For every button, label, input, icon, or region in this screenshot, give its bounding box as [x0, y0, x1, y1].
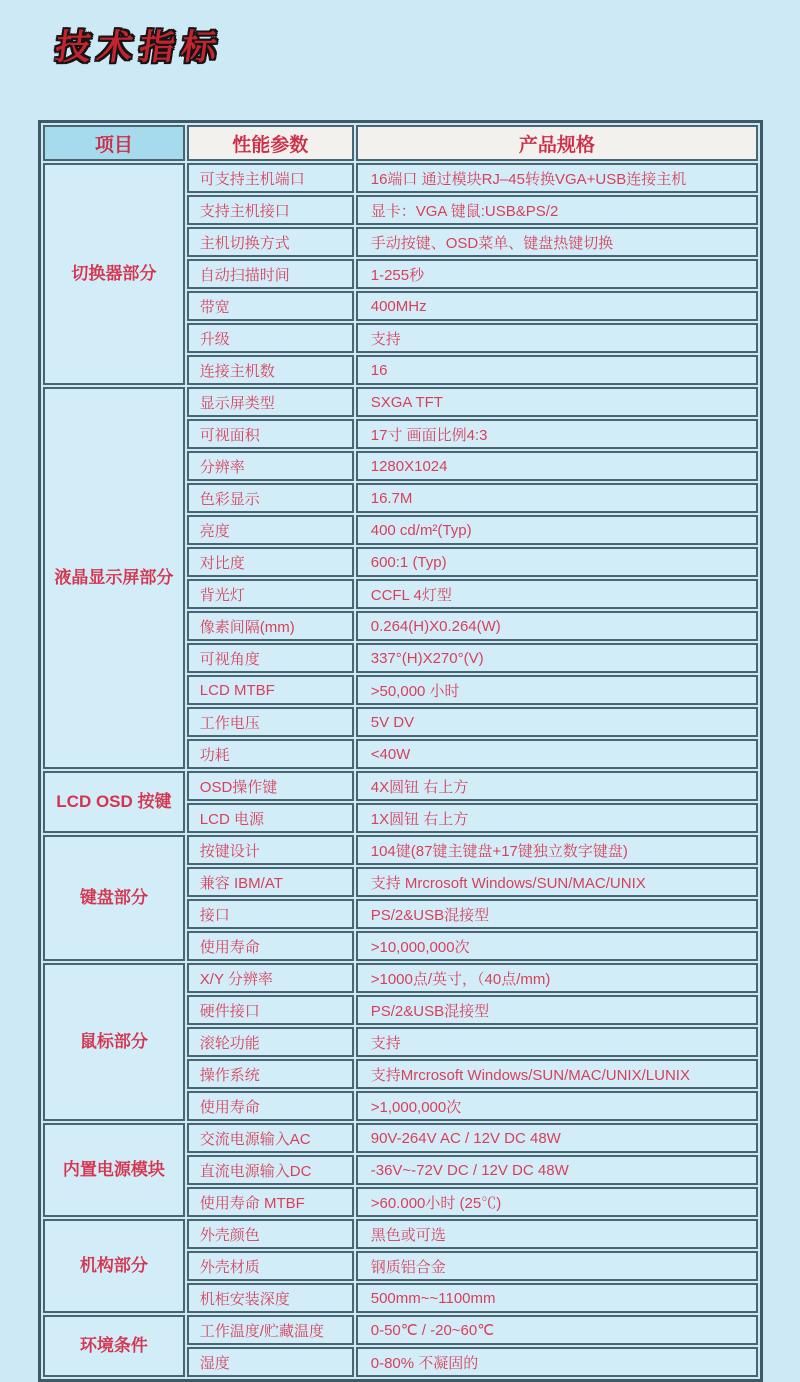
table-row: [43, 835, 758, 865]
param-cell: 兼容 IBM/AT: [187, 867, 354, 897]
param-cell: 自动扫描时间: [187, 259, 354, 289]
param-cell: 功耗: [187, 739, 354, 769]
spec-cell: 16: [356, 355, 758, 385]
section-label: 液晶显示屏部分: [43, 387, 185, 769]
table-row: [43, 771, 758, 801]
spec-cell: 5V DV: [356, 707, 758, 737]
spec-cell: 钢质铝合金: [356, 1251, 758, 1281]
spec-cell: 支持: [356, 1027, 758, 1057]
page-title: 技术指标: [52, 28, 227, 67]
param-cell: 使用寿命: [187, 1091, 354, 1121]
header-row: [43, 125, 758, 161]
param-cell: OSD操作键: [187, 771, 354, 801]
spec-table-wrap: [38, 120, 763, 1382]
table-row: [43, 1123, 758, 1153]
spec-cell: 1X圆钮 右上方: [356, 803, 758, 833]
spec-cell: 1-255秒: [356, 259, 758, 289]
spec-cell: 600:1 (Typ): [356, 547, 758, 577]
table-row: [43, 1315, 758, 1345]
section-label: 内置电源模块: [43, 1123, 185, 1217]
spec-cell: 0.264(H)X0.264(W): [356, 611, 758, 641]
param-cell: 连接主机数: [187, 355, 354, 385]
param-cell: 显示屏类型: [187, 387, 354, 417]
param-cell: 主机切换方式: [187, 227, 354, 257]
param-cell: 带宽: [187, 291, 354, 321]
table-row: [43, 1219, 758, 1249]
param-cell: 支持主机接口: [187, 195, 354, 225]
spec-cell: PS/2&USB混接型: [356, 899, 758, 929]
spec-cell: 支持Mrcrosoft Windows/SUN/MAC/UNIX/LUNIX: [356, 1059, 758, 1089]
param-cell: 直流电源输入DC: [187, 1155, 354, 1185]
spec-cell: 支持 Mrcrosoft Windows/SUN/MAC/UNIX: [356, 867, 758, 897]
param-cell: 外壳颜色: [187, 1219, 354, 1249]
spec-cell: 0-80% 不凝固的: [356, 1347, 758, 1377]
param-cell: 升级: [187, 323, 354, 353]
spec-cell: <40W: [356, 739, 758, 769]
param-cell: 硬件接口: [187, 995, 354, 1025]
column-header-item: 项目: [43, 125, 185, 161]
param-cell: 背光灯: [187, 579, 354, 609]
spec-cell: 500mm~~1100mm: [356, 1283, 758, 1313]
table-row: [43, 163, 758, 193]
spec-cell: 17寸 画面比例4:3: [356, 419, 758, 449]
spec-cell: 400 cd/m²(Typ): [356, 515, 758, 545]
spec-cell: -36V~-72V DC / 12V DC 48W: [356, 1155, 758, 1185]
spec-table-body: [43, 163, 758, 1377]
param-cell: 接口: [187, 899, 354, 929]
table-row: [43, 387, 758, 417]
spec-cell: 16端口 通过模块RJ–45转换VGA+USB连接主机: [356, 163, 758, 193]
param-cell: 使用寿命 MTBF: [187, 1187, 354, 1217]
spec-cell: 手动按键、OSD菜单、键盘热键切换: [356, 227, 758, 257]
spec-cell: >1,000,000次: [356, 1091, 758, 1121]
spec-cell: 400MHz: [356, 291, 758, 321]
spec-cell: 90V-264V AC / 12V DC 48W: [356, 1123, 758, 1153]
spec-cell: SXGA TFT: [356, 387, 758, 417]
param-cell: 机柜安装深度: [187, 1283, 354, 1313]
column-header-param: 性能参数: [187, 125, 354, 161]
param-cell: 对比度: [187, 547, 354, 577]
param-cell: 可视面积: [187, 419, 354, 449]
param-cell: 湿度: [187, 1347, 354, 1377]
param-cell: 工作温度/贮藏温度: [187, 1315, 354, 1345]
spec-table: [38, 120, 763, 1382]
spec-cell: 337°(H)X270°(V): [356, 643, 758, 673]
spec-cell: 16.7M: [356, 483, 758, 513]
section-label: 环境条件: [43, 1315, 185, 1377]
section-label: 鼠标部分: [43, 963, 185, 1121]
spec-cell: 4X圆钮 右上方: [356, 771, 758, 801]
param-cell: 可视角度: [187, 643, 354, 673]
spec-cell: 1280X1024: [356, 451, 758, 481]
param-cell: 像素间隔(mm): [187, 611, 354, 641]
spec-cell: CCFL 4灯型: [356, 579, 758, 609]
spec-cell: >10,000,000次: [356, 931, 758, 961]
param-cell: X/Y 分辨率: [187, 963, 354, 993]
spec-cell: 0-50℃ / -20~60℃: [356, 1315, 758, 1345]
param-cell: 按键设计: [187, 835, 354, 865]
param-cell: LCD MTBF: [187, 675, 354, 705]
spec-cell: PS/2&USB混接型: [356, 995, 758, 1025]
param-cell: 亮度: [187, 515, 354, 545]
param-cell: 交流电源输入AC: [187, 1123, 354, 1153]
param-cell: 色彩显示: [187, 483, 354, 513]
param-cell: 分辨率: [187, 451, 354, 481]
param-cell: 使用寿命: [187, 931, 354, 961]
spec-cell: >60.000小时 (25℃): [356, 1187, 758, 1217]
spec-cell: 支持: [356, 323, 758, 353]
spec-cell: >50,000 小时: [356, 675, 758, 705]
spec-cell: 104键(87键主键盘+17键独立数字键盘): [356, 835, 758, 865]
param-cell: 可支持主机端口: [187, 163, 354, 193]
spec-cell: >1000点/英寸，（40点/mm): [356, 963, 758, 993]
column-header-spec: 产品规格: [356, 125, 758, 161]
spec-cell: 显卡：VGA 键鼠:USB&PS/2: [356, 195, 758, 225]
section-label: 键盘部分: [43, 835, 185, 961]
param-cell: 工作电压: [187, 707, 354, 737]
section-label: 切换器部分: [43, 163, 185, 385]
param-cell: 滚轮功能: [187, 1027, 354, 1057]
spec-cell: 黑色或可选: [356, 1219, 758, 1249]
section-label: LCD OSD 按键: [43, 771, 185, 833]
section-label: 机构部分: [43, 1219, 185, 1313]
param-cell: LCD 电源: [187, 803, 354, 833]
param-cell: 外壳材质: [187, 1251, 354, 1281]
table-row: [43, 963, 758, 993]
param-cell: 操作系统: [187, 1059, 354, 1089]
